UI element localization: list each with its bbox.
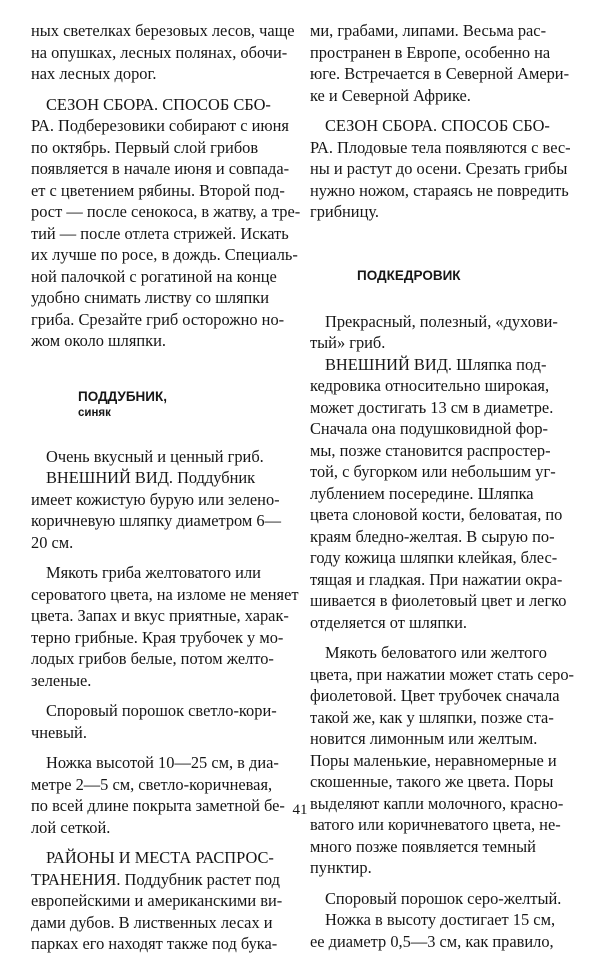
- text-line: имеет кожистую бурую или зелено-: [31, 489, 280, 509]
- text-line: шивается в фиолетовый цвет и легко: [310, 591, 567, 610]
- intro-paragraph: [31, 20, 293, 85]
- text-line: лублением посередине. Шляпка: [310, 483, 534, 503]
- text-line: ны и растут до осени. Срезать грибы: [310, 159, 568, 178]
- text-line: пунктир.: [310, 858, 372, 877]
- text-line: фиолетовой. Цвет трубочек сначала: [310, 686, 560, 705]
- text-line: кедровика относительно широкая,: [310, 376, 550, 395]
- text-line: чневый.: [31, 722, 87, 742]
- text-line: тящая и гладкая. При нажатии окра-: [310, 569, 563, 589]
- text-line: мы, позже становится распростер-: [310, 440, 551, 460]
- text-line: лодых грибов белые, потом желто-: [31, 649, 274, 668]
- text-line: метре 2—5 см, светло-коричневая,: [31, 774, 273, 794]
- text-line: может достигать 13 см в диаметре.: [310, 397, 554, 417]
- text-line: по октябрь. Первый слой грибов: [31, 137, 259, 157]
- text-line: сероватого цвета, на изломе не меняет: [31, 584, 299, 604]
- text-line: рост — после сенокоса, в жатву, а тре-: [31, 202, 301, 221]
- text-line: той, с бугорком или небольшим уг-: [310, 462, 556, 481]
- stem-paragraph: [310, 909, 572, 952]
- intro-paragraph: [31, 446, 293, 468]
- text-line: на опушках, лесных полянах, обочи-: [31, 42, 288, 62]
- text-line: зеленые.: [31, 670, 92, 690]
- text-line: по всей длине покрыта заметной бе-: [31, 796, 285, 815]
- page-number: 41: [292, 802, 308, 818]
- section-title: ПОДКЕДРОВИК: [357, 267, 461, 283]
- text-line: ной палочкой с рогатиной на конце: [31, 266, 277, 286]
- text-line: ТРАНЕНИЯ. Поддубник растет под: [31, 869, 280, 889]
- text-line: ее диаметр 0,5—3 см, как правило,: [310, 931, 554, 951]
- text-line: РА. Плодовые тела появляются с вес-: [310, 137, 571, 157]
- text-line: ми, грабами, липами. Весьма рас-: [310, 21, 547, 40]
- continuation-paragraph: [310, 20, 572, 106]
- text-line: Прекрасный, полезный, «духови-: [325, 311, 558, 331]
- text-line: европейскими и американскими ви-: [31, 891, 283, 910]
- text-line: ных светелках березовых лесов, чаще: [31, 21, 295, 40]
- text-line: РА. Подберезовики собирают с июня: [31, 116, 289, 135]
- text-line: году кожица шляпки клейкая, блес-: [310, 548, 558, 567]
- text-line: их лучше по росе, в дождь. Специаль-: [31, 245, 298, 264]
- season-paragraph: [310, 115, 572, 223]
- text-line: новится лимонным или желтым.: [310, 729, 538, 748]
- text-line: тый» гриб.: [310, 333, 386, 352]
- text-line: скошенные, такого же цвета. Поры: [310, 772, 554, 791]
- text-line: Ножка высотой 10—25 см, в диа-: [46, 753, 279, 772]
- text-line: коричневую шляпку диаметром 6—: [31, 511, 281, 530]
- intro-paragraph: [310, 311, 572, 354]
- appearance-paragraph: [31, 467, 293, 553]
- text-line: цвета, при нажатии может стать серо-: [310, 664, 575, 684]
- text-line: грибницу.: [310, 202, 379, 221]
- flesh-paragraph: [31, 562, 299, 691]
- text-line: ВНЕШНИЙ ВИД. Шляпка под-: [325, 354, 547, 374]
- text-line: жом около шляпки.: [31, 331, 166, 350]
- text-line: выделяют капли молочного, красно-: [310, 793, 564, 813]
- regions-paragraph: [31, 847, 293, 955]
- text-line: СЕЗОН СБОРА. СПОСОБ СБО-: [325, 116, 550, 135]
- spore-paragraph: [31, 700, 293, 743]
- text-line: лой сеткой.: [31, 817, 111, 837]
- text-line: краям бледно-желтая. В сырую по-: [310, 526, 555, 546]
- section-subtitle: синяк: [78, 406, 111, 419]
- text-line: гриба. Срезайте гриб осторожно но-: [31, 309, 285, 329]
- text-line: ВНЕШНИЙ ВИД. Поддубник: [46, 468, 256, 487]
- text-line: дами дубов. В лиственных лесах и: [31, 912, 273, 932]
- appearance-paragraph: [310, 354, 572, 634]
- text-line: Споровый порошок серо-желтый.: [325, 888, 562, 908]
- text-line: Мякоть гриба желтоватого или: [46, 563, 261, 582]
- section-title: ПОДДУБНИК,: [78, 388, 167, 404]
- text-line: нах лесных дорог.: [31, 64, 157, 83]
- stem-paragraph: [31, 752, 293, 838]
- text-line: цвета слоновой кости, беловатая, по: [310, 505, 563, 524]
- text-line: отделяется от шляпки.: [310, 612, 467, 632]
- text-line: ет с цветением рябины. Второй под-: [31, 180, 285, 200]
- text-line: много позже появляется темный: [310, 836, 536, 856]
- text-line: цвета. Запах и вкус приятные, харак-: [31, 606, 289, 625]
- text-line: Очень вкусный и ценный гриб.: [46, 446, 264, 466]
- text-line: Споровый порошок светло-кори-: [46, 701, 277, 720]
- text-line: тий — после отлета стрижей. Искать: [31, 223, 289, 243]
- text-line: нужно ножом, стараясь не повредить: [310, 180, 569, 200]
- text-line: ватого или коричневатого цвета, не-: [310, 815, 561, 834]
- spore-paragraph: [310, 888, 572, 910]
- text-line: Сначала она подушковидной фор-: [310, 419, 549, 438]
- text-line: РАЙОНЫ И МЕСТА РАСПРОС-: [46, 848, 274, 867]
- flesh-paragraph: [310, 642, 575, 879]
- text-line: Мякоть беловатого или желтого: [325, 643, 547, 662]
- text-line: 20 см.: [31, 532, 74, 552]
- text-line: юге. Встречается в Северной Амери-: [310, 64, 570, 83]
- text-line: появляется в начале июня и совпада-: [31, 159, 290, 178]
- season-paragraph: [31, 94, 301, 352]
- text-line: терно грибные. Края трубочек у мо-: [31, 627, 284, 647]
- text-line: Поры маленькие, неравномерные и: [310, 750, 557, 770]
- text-line: пространен в Европе, особенно на: [310, 42, 551, 62]
- text-line: Ножка в высоту достигает 15 см,: [325, 910, 556, 929]
- text-line: удобно снимать листву со шляпки: [31, 288, 270, 307]
- text-line: ке и Северной Африке.: [310, 85, 471, 105]
- text-line: парках его находят также под бука-: [31, 934, 278, 953]
- text-line: такой же, как у шляпки, позже ста-: [310, 707, 554, 727]
- text-line: СЕЗОН СБОРА. СПОСОБ СБО-: [46, 94, 271, 114]
